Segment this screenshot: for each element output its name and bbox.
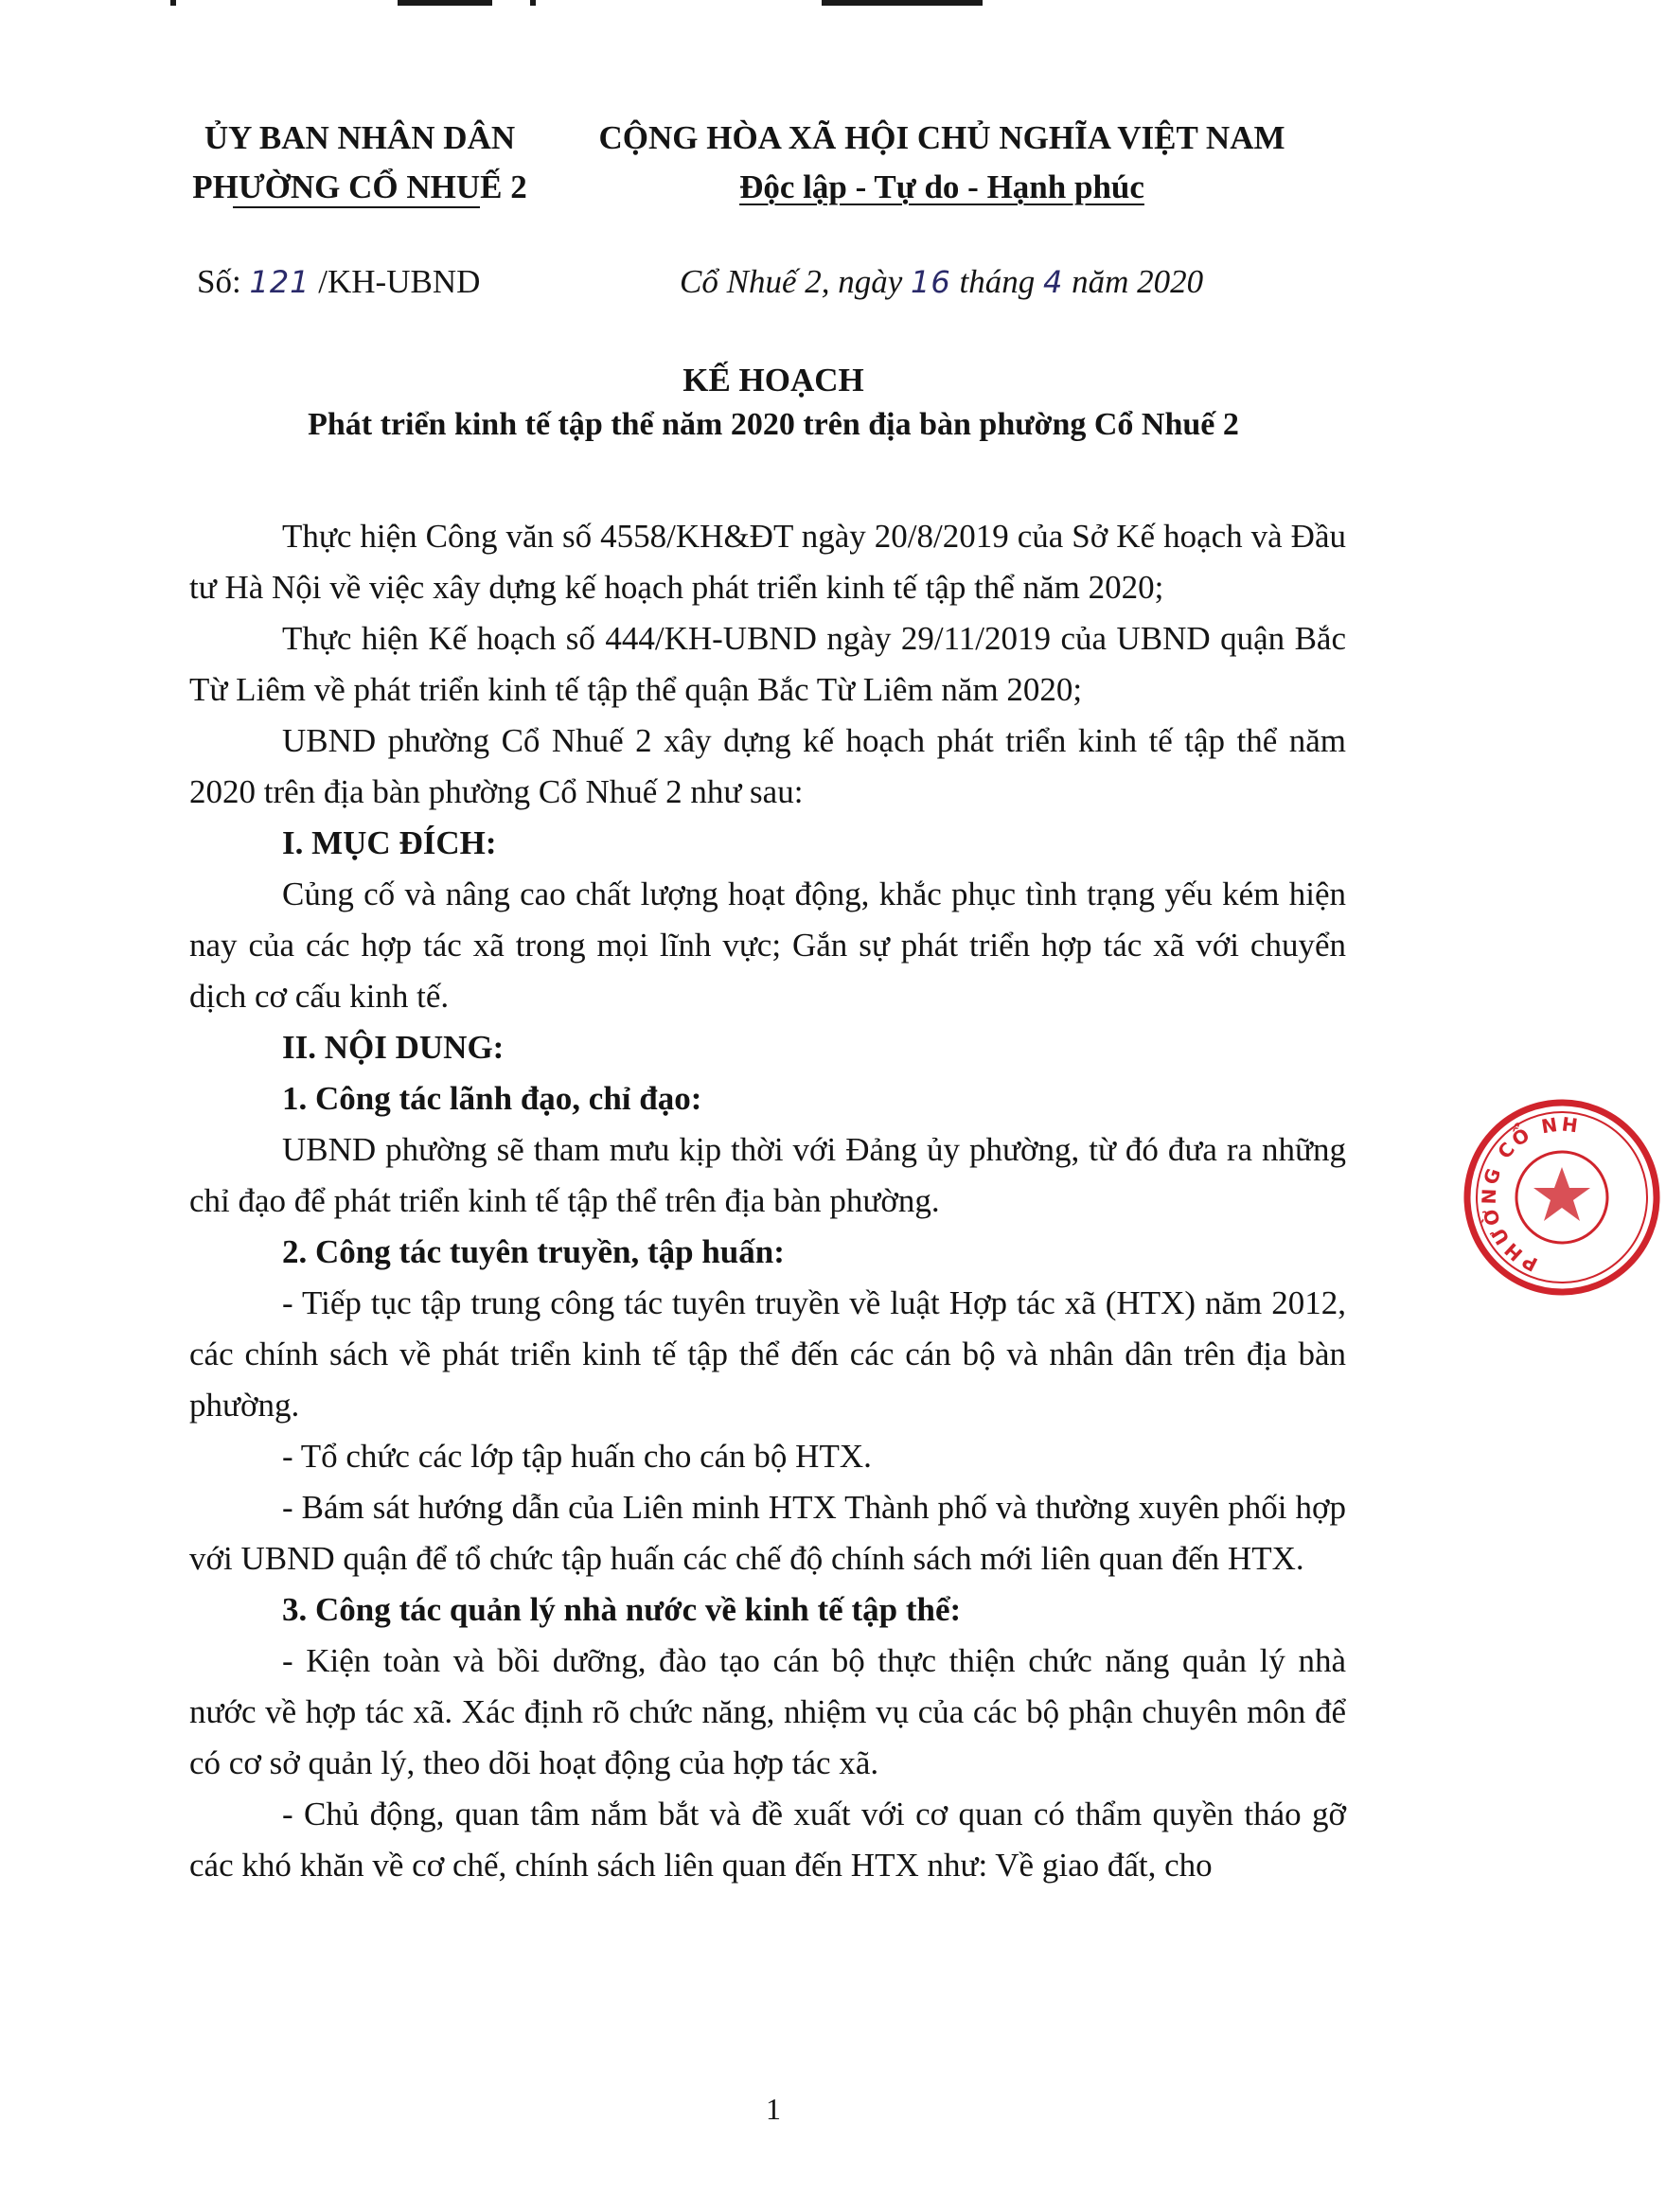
handwritten-day: 16 (911, 264, 951, 300)
paragraph: - Bám sát hướng dẫn của Liên minh HTX Thành phố và thường xuyên phối hợp với UBND quận để tổ chức tập huấn các chế độ chính sách mới liên quan đến HTX. (189, 1489, 1346, 1577)
handwritten-month: 4 (1042, 264, 1064, 300)
subsection-heading: 1. Công tác lãnh đạo, chỉ đạo: (282, 1080, 702, 1117)
number-suffix: /KH-UBND (318, 263, 481, 300)
motto: Độc lập - Tự do - Hạnh phúc (739, 168, 1144, 205)
seal-star-icon (1533, 1167, 1590, 1221)
date-year: năm 2020 (1072, 263, 1204, 300)
official-seal-stamp (1458, 1093, 1666, 1301)
seal-text: PHƯỜNG CỔ NHUẾ (1477, 1112, 1583, 1277)
authority-line-2: PHƯỜNG CỔ NHUẾ 2 (192, 163, 527, 212)
paragraph: Thực hiện Công văn số 4558/KH&ĐT ngày 20/8/2019 của Sở Kế hoạch và Đầu tư Hà Nội về việc xây dựng kế hoạch phát triển kinh tế tập thể năm 2020; (189, 518, 1346, 606)
section-heading: II. NỘI DUNG: (282, 1029, 505, 1066)
date-month-label: tháng (959, 263, 1036, 300)
date-place: Cổ Nhuế 2, ngày (680, 263, 903, 300)
country-name: CỘNG HÒA XÃ HỘI CHỦ NGHĨA VIỆT NAM (598, 119, 1285, 156)
paragraph: - Chủ động, quan tâm nắm bắt và đề xuất với cơ quan có thẩm quyền tháo gỡ các khó khăn về cơ chế, chính sách liên quan đến HTX như: Về giao đất, cho (189, 1796, 1346, 1884)
page-number: 1 (766, 2092, 781, 2126)
document-number (197, 263, 480, 301)
scan-artifact (398, 0, 492, 6)
paragraph: - Kiện toàn và bồi dưỡng, đào tạo cán bộ thực thiện chức năng quản lý nhà nước về hợp tác xã. Xác định rõ chức năng, nhiệm vụ của các bộ phận chuyên môn để có cơ sở quản lý, theo dõi hoạt động của hợp tác xã. (189, 1642, 1346, 1781)
national-motto (582, 114, 1302, 212)
paragraph: - Tiếp tục tập trung công tác tuyên truyền về luật Hợp tác xã (HTX) năm 2012, các chính sách về phát triển kinh tế tập thể đến các cán bộ và nhân dân trên địa bàn phường. (189, 1284, 1346, 1424)
paragraph: - Tổ chức các lớp tập huấn cho cán bộ HTX. (282, 1438, 872, 1475)
paragraph: Củng cố và nâng cao chất lượng hoạt động, khắc phục tình trạng yếu kém hiện nay của các hợp tác xã trong mọi lĩnh vực; Gắn sự phát triển hợp tác xã với chuyển dịch cơ cấu kinh tế. (189, 876, 1346, 1015)
paragraph: UBND phường sẽ tham mưu kịp thời với Đảng ủy phường, từ đó đưa ra những chỉ đạo để phát triển kinh tế tập thể trên địa bàn phường. (189, 1131, 1346, 1219)
document-title: KẾ HOẠCH (682, 362, 864, 398)
scan-artifact (530, 0, 536, 6)
paragraph: UBND phường Cổ Nhuế 2 xây dựng kế hoạch phát triển kinh tế tập thể năm 2020 trên địa bàn phường Cổ Nhuế 2 như sau: (189, 722, 1346, 810)
issuing-authority (142, 114, 577, 212)
paragraph: Thực hiện Kế hoạch số 444/KH-UBND ngày 29/11/2019 của UBND quận Bắc Từ Liêm về phát triển kinh tế tập thể quận Bắc Từ Liêm năm 2020; (189, 620, 1346, 708)
section-heading: I. MỤC ĐÍCH: (282, 824, 497, 861)
subsection-heading: 2. Công tác tuyên truyền, tập huấn: (282, 1233, 785, 1270)
number-prefix: Số: (197, 263, 241, 300)
scan-artifact (822, 0, 983, 6)
handwritten-number: 121 (249, 264, 310, 300)
document-date (680, 263, 1203, 301)
document-body (189, 511, 1346, 1891)
authority-line-1: ỦY BAN NHÂN DÂN (204, 119, 516, 156)
document-subtitle: Phát triển kinh tế tập thể năm 2020 trên địa bàn phường Cổ Nhuế 2 (308, 407, 1239, 442)
scan-artifact (170, 0, 176, 6)
subsection-heading: 3. Công tác quản lý nhà nước về kinh tế tập thể: (282, 1591, 962, 1628)
